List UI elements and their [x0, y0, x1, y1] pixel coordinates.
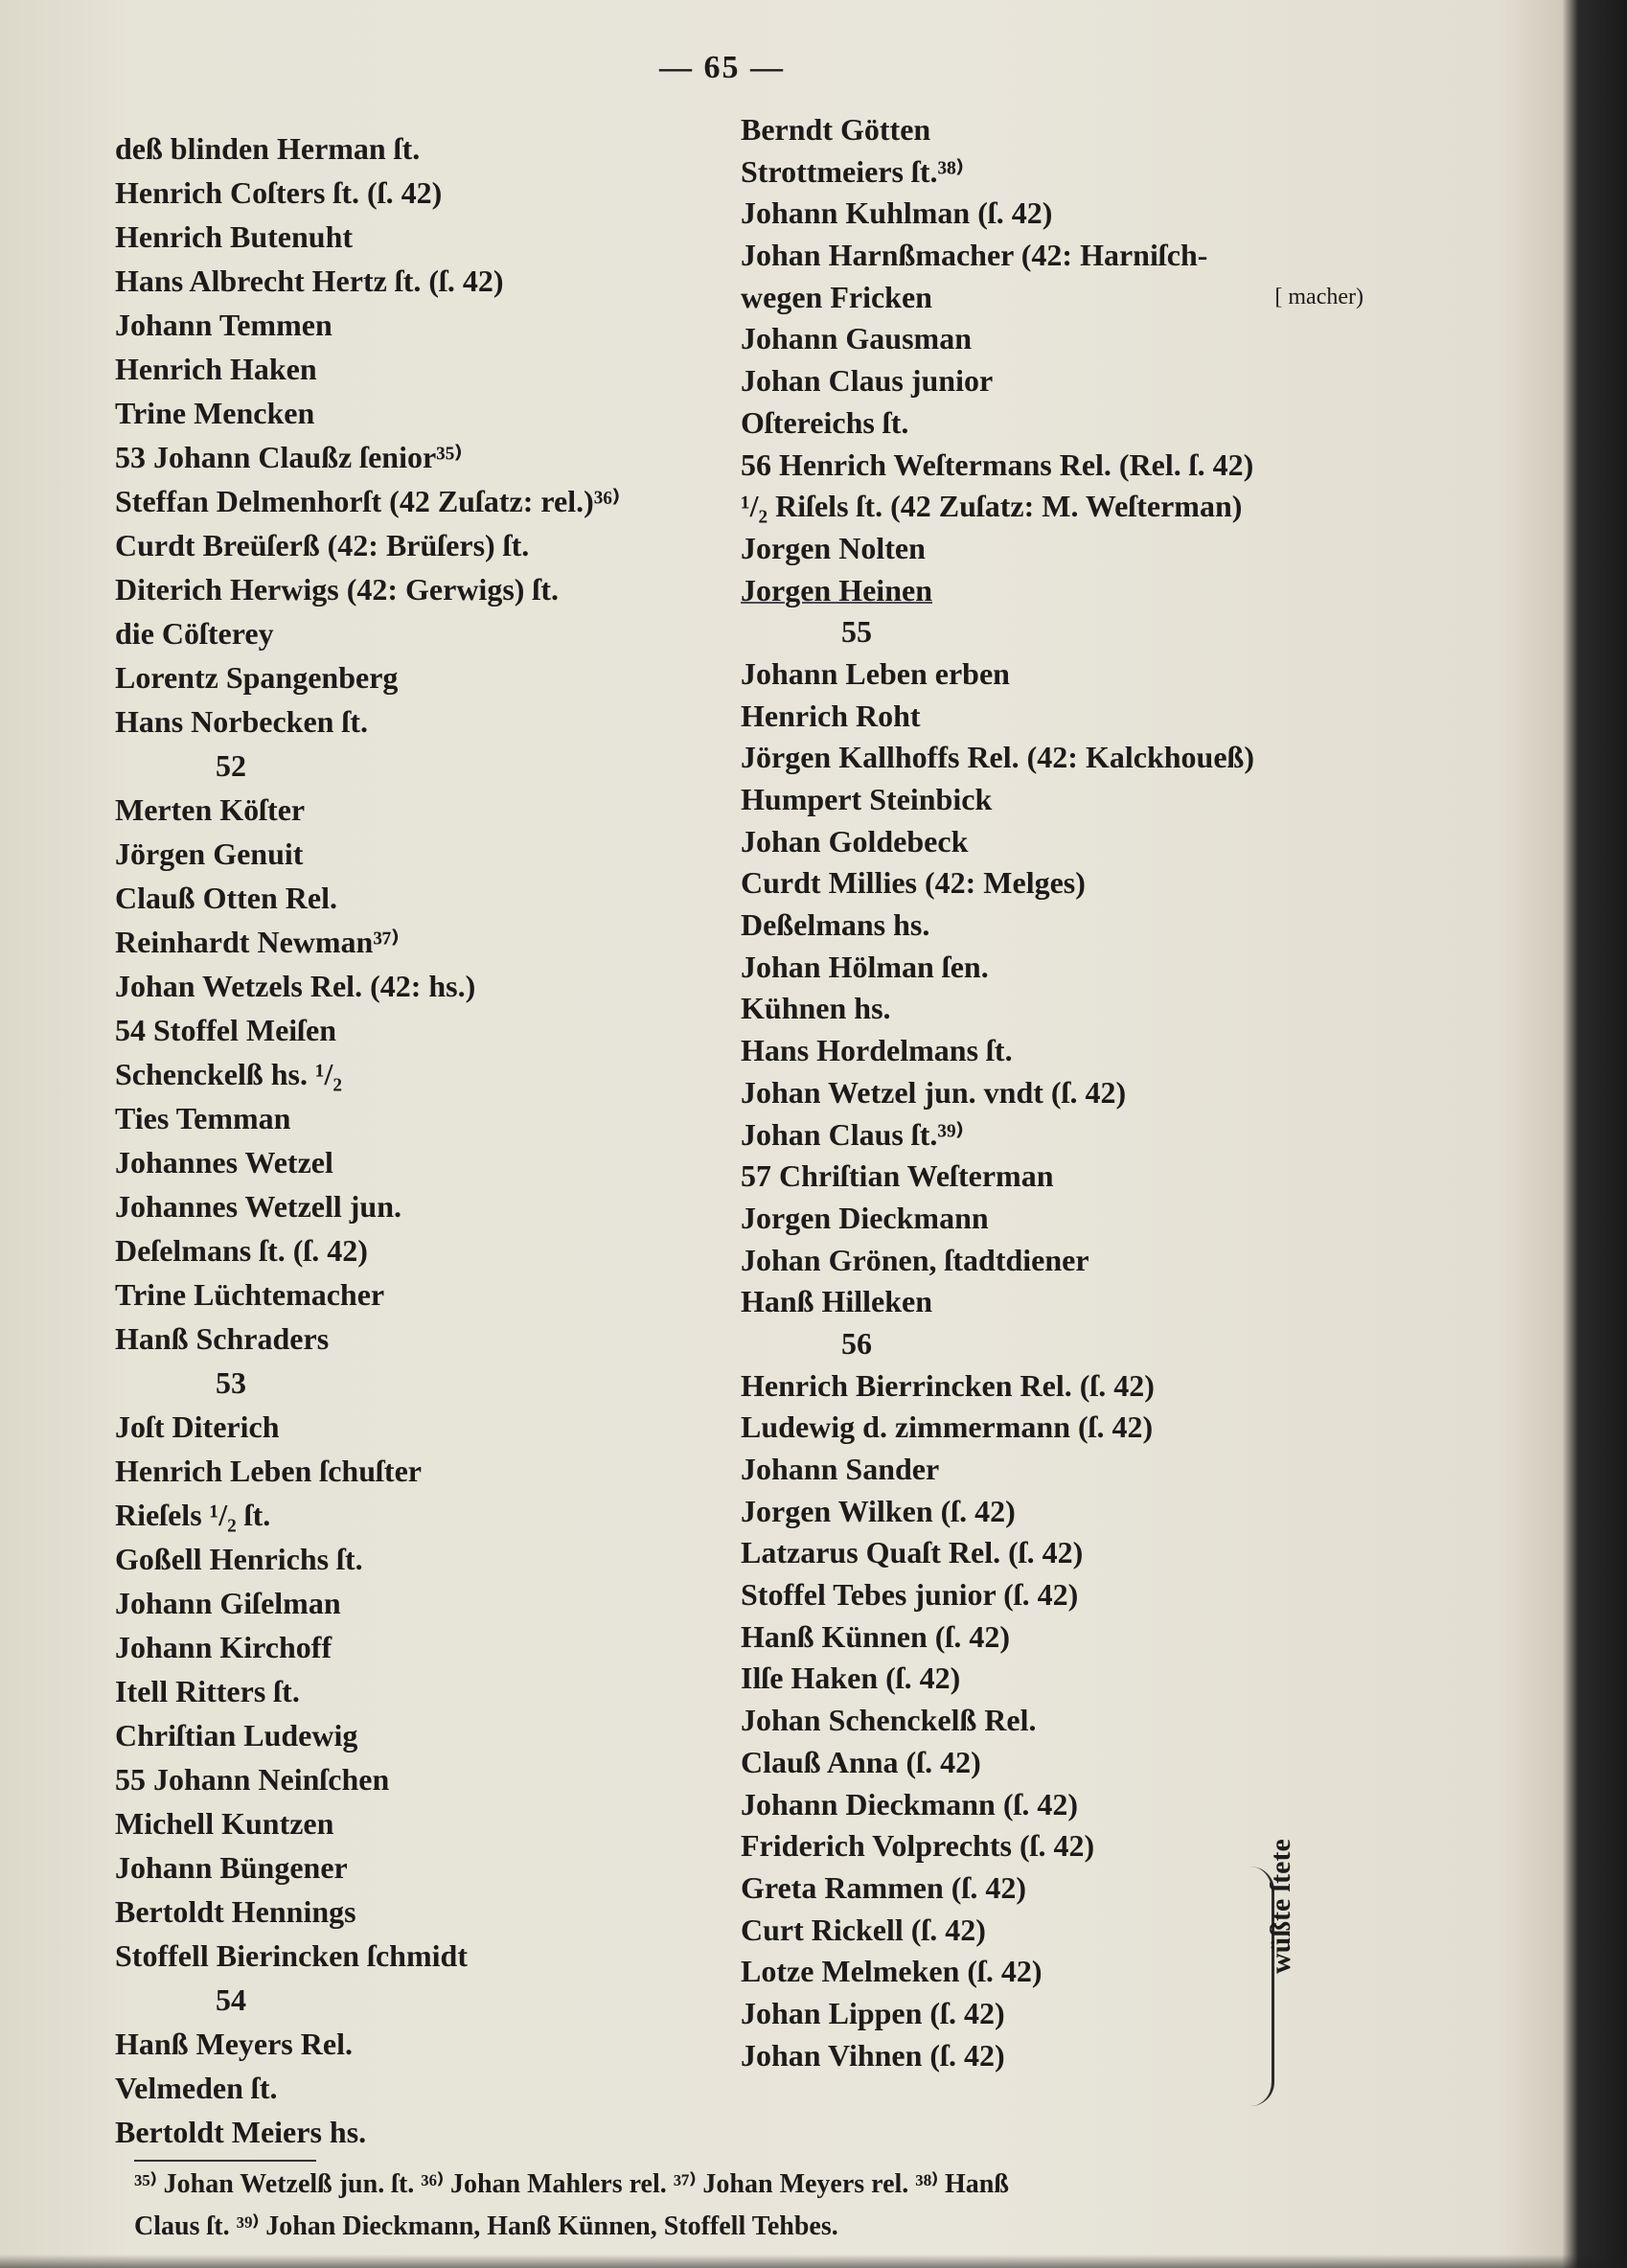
list-entry [741, 905, 1354, 947]
entry-text: Humpert Steinbick [741, 782, 993, 816]
entry-text: Hanß Schraders [115, 1321, 330, 1356]
footnote-line: Claus ſt. ³⁹⁾ Johan Dieckmann, Hanß Künnen, Stoffell Tehbes. [134, 2211, 838, 2241]
list-entry [741, 1072, 1354, 1114]
list-entry [115, 479, 728, 523]
list-entry [115, 964, 728, 1008]
entry-text: Kühnen hs. [741, 991, 891, 1026]
entry-text: Jorgen Heinen [741, 572, 932, 607]
list-entry [115, 1581, 728, 1625]
list-entry [115, 1890, 728, 1934]
list-entry [115, 920, 728, 964]
list-entry [741, 1784, 1354, 1826]
entry-text: Hanß Künnen (ſ. 42) [741, 1618, 1010, 1654]
list-entry [115, 1405, 728, 1449]
entry-text: Lotze Melmeken (ſ. 42) [741, 1954, 1043, 1989]
entry-text: Rieſels ¹/₂ ſt. [115, 1498, 271, 1532]
list-entry [115, 391, 728, 435]
list-entry [115, 699, 728, 744]
entry-text: Jörgen Kallhoffs Rel. (42: Kalckhoueß) [741, 740, 1254, 775]
entry-text: Trine Lüchtemacher [115, 1277, 385, 1312]
entry-text: Jorgen Nolten [741, 530, 926, 565]
entry-text: 56 Henrich Weſtermans Rel. (Rel. ſ. 42) [741, 447, 1254, 482]
entry-text: Johannes Wetzell jun. [115, 1189, 401, 1224]
entry-text: Strottmeiers ſt.³⁸⁾ [741, 153, 964, 189]
entry-text: Bertoldt Meiers hs. [115, 2115, 367, 2149]
list-entry [741, 318, 1354, 360]
list-entry [115, 1713, 728, 1757]
list-entry [115, 1096, 728, 1140]
right-column [741, 109, 1363, 2076]
entry-text: 52 [216, 748, 246, 783]
list-entry [741, 1658, 1354, 1700]
footnote-rule [134, 2160, 316, 2162]
page-number: — 65 — [659, 50, 785, 85]
page-edge-shadow [0, 2255, 1627, 2268]
list-entry [741, 988, 1354, 1030]
entry-text: Greta Rammen (ſ. 42) [741, 1869, 1026, 1905]
entry-text: Johan Lippen (ſ. 42) [741, 1995, 1005, 2030]
list-entry [115, 1184, 728, 1228]
list-entry [741, 1491, 1354, 1533]
entry-text: 57 Chriſtian Weſterman [741, 1158, 1054, 1194]
list-entry [115, 1140, 728, 1184]
entry-text: Joſt Diterich [115, 1409, 280, 1444]
list-entry [115, 1934, 728, 1978]
entry-text: Johann Giſelman [115, 1586, 341, 1620]
list-entry [115, 1845, 728, 1890]
entry-text: Deſelmans ſt. (ſ. 42) [115, 1233, 368, 1268]
entry-text: Itell Ritters ſt. [115, 1674, 300, 1708]
list-entry [741, 1156, 1354, 1198]
section-number [115, 1978, 728, 2022]
entry-text: Hanß Hilleken [741, 1284, 933, 1319]
entry-text: Velmeden ſt. [115, 2071, 278, 2105]
list-entry [741, 737, 1354, 779]
entry-text: Johan Wetzels Rel. (42: hs.) [115, 969, 476, 1003]
list-entry [115, 126, 728, 171]
list-entry [115, 1537, 728, 1581]
entry-text: 55 [841, 614, 872, 650]
left-column [115, 126, 728, 2154]
entry-text: Johan Wetzel jun. vndt (ſ. 42) [741, 1074, 1127, 1110]
list-entry [741, 402, 1354, 445]
entry-text: Goßell Henrichs ſt. [115, 1542, 363, 1576]
entry-text: Johan Claus ſt.³⁹⁾ [741, 1116, 964, 1152]
entry-text: Latzarus Quaſt Rel. (ſ. 42) [741, 1535, 1084, 1570]
list-entry [741, 1281, 1354, 1323]
entry-text: Johann Gausman [741, 321, 972, 356]
entry-text: Reinhardt Newman³⁷⁾ [115, 925, 400, 959]
list-entry [115, 1801, 728, 1845]
list-entry [741, 193, 1354, 235]
entry-text: Johannes Wetzel [115, 1145, 333, 1180]
entry-text: Johan Claus junior [741, 363, 994, 399]
list-entry [741, 1365, 1354, 1408]
section-number [741, 611, 1354, 653]
entry-text: Jorgen Wilken (ſ. 42) [741, 1493, 1016, 1528]
list-entry [115, 788, 728, 832]
list-entry [741, 696, 1354, 738]
list-entry [741, 1114, 1354, 1157]
entry-text: Henrich Leben ſchuſter [115, 1454, 422, 1488]
entry-text: Berndt Götten [741, 112, 931, 147]
entry-text: Jorgen Dieckmann [741, 1200, 989, 1235]
entry-text: Johann Dieckmann (ſ. 42) [741, 1786, 1079, 1821]
entry-text: die Cöſterey [115, 616, 274, 651]
list-entry [115, 259, 728, 303]
list-entry [741, 862, 1354, 905]
list-entry [115, 347, 728, 391]
entry-text: Hans Hordelmans ſt. [741, 1033, 1013, 1068]
entry-text: Henrich Roht [741, 698, 921, 733]
list-entry [741, 570, 1354, 612]
list-entry [741, 1616, 1354, 1659]
list-entry [115, 1493, 728, 1537]
entry-text: Johan Goldebeck [741, 823, 969, 859]
entry-text: Chriſtian Ludewig [115, 1718, 358, 1753]
entry-text: Steffan Delmenhorſt (42 Zuſatz: rel.)³⁶⁾ [115, 484, 620, 518]
entry-text: 53 Johann Claußz ſenior³⁵⁾ [115, 440, 463, 474]
entry-text: 55 Johann Neinſchen [115, 1762, 390, 1797]
list-entry [115, 1449, 728, 1493]
list-entry [115, 2022, 728, 2066]
entry-text: Henrich Butenuht [115, 219, 354, 254]
list-entry [115, 1272, 728, 1317]
entry-text: wegen Fricken [741, 279, 932, 314]
footnote-line: ³⁵⁾ Johan Wetzelß jun. ſt. ³⁶⁾ Johan Mahlers rel. ³⁷⁾ Johan Meyers rel. ³⁸⁾ Hanß [134, 2169, 1009, 2199]
entry-text: Johann Leben erben [741, 655, 1010, 691]
entry-text: Diterich Herwigs (42: Gerwigs) ſt. [115, 572, 559, 607]
list-entry [741, 1742, 1354, 1784]
entry-text: Stoffel Tebes junior (ſ. 42) [741, 1577, 1079, 1613]
entry-text: Johann Sander [741, 1452, 940, 1486]
list-entry [741, 653, 1354, 696]
list-entry [115, 1317, 728, 1361]
list-entry [741, 1532, 1354, 1574]
entry-text: Henrich Haken [115, 352, 317, 386]
list-entry [115, 1228, 728, 1272]
list-entry [115, 1052, 728, 1096]
list-entry [115, 171, 728, 215]
entry-text: Johan Vihnen (ſ. 42) [741, 2037, 1005, 2073]
entry-text: Merten Köſter [115, 792, 306, 827]
list-entry [115, 435, 728, 479]
list-entry [741, 1407, 1354, 1449]
entry-text: Curdt Millies (42: Melges) [741, 865, 1086, 901]
entry-text: Johann Kuhlman (ſ. 42) [741, 195, 1053, 231]
list-entry [115, 1625, 728, 1669]
entry-text: Schenckelß hs. ¹/₂ [115, 1057, 343, 1091]
entry-text: 54 [216, 1982, 246, 2017]
footnotes [134, 2164, 1524, 2248]
list-entry [741, 360, 1354, 402]
entry-text: Johan Harnßmacher (42: Harniſch- [741, 238, 1208, 273]
entry-text: Johan Grönen, ſtadtdiener [741, 1242, 1089, 1277]
entry-text: Ilſe Haken (ſ. 42) [741, 1661, 961, 1696]
entry-text: Ties Temman [115, 1101, 291, 1135]
entry-text: Hans Norbecken ſt. [115, 704, 368, 739]
entry-text: 54 Stoffel Meiſen [115, 1013, 337, 1047]
entry-text: Curdt Breüſerß (42: Brüſers) ſt. [115, 528, 530, 562]
list-entry [741, 1825, 1354, 1867]
entry-text: Ludewig d. zimmermann (ſ. 42) [741, 1409, 1154, 1445]
entry-text: Johan Hölman ſen. [741, 949, 989, 984]
section-number [115, 1361, 728, 1405]
list-entry [115, 832, 728, 876]
entry-text: Clauß Anna (ſ. 42) [741, 1744, 981, 1779]
list-entry [741, 947, 1354, 989]
list-entry [741, 445, 1354, 487]
list-entry [115, 1757, 728, 1801]
entry-text: Michell Kuntzen [115, 1806, 334, 1841]
entry-text: 56 [841, 1325, 872, 1361]
entry-text: Jörgen Genuit [115, 836, 304, 871]
list-entry [741, 821, 1354, 863]
entry-text: Friderich Volprechts (ſ. 42) [741, 1828, 1095, 1864]
list-entry [115, 1008, 728, 1052]
list-entry [741, 1030, 1354, 1072]
entry-text: Hanß Meyers Rel. [115, 2027, 353, 2061]
entry-text: Lorentz Spangenberg [115, 660, 399, 695]
list-entry [741, 151, 1354, 194]
entry-text: Johan Schenckelß Rel. [741, 1703, 1037, 1738]
list-entry [115, 1669, 728, 1713]
entry-text: Johann Temmen [115, 308, 332, 342]
section-number [741, 1323, 1354, 1365]
entry-text: Hans Albrecht Hertz ſt. (ſ. 42) [115, 263, 504, 298]
bracket-note: wüßte ſtete [1265, 1839, 1296, 1974]
entry-text: ¹/₂ Riſels ſt. (42 Zuſatz: M. Weſterman) [741, 489, 1243, 524]
section-number [115, 744, 728, 788]
entry-text: 53 [216, 1365, 246, 1400]
entry-text: Clauß Otten Rel. [115, 881, 337, 915]
list-entry [115, 876, 728, 920]
list-entry [115, 523, 728, 567]
entry-text: Trine Mencken [115, 396, 315, 430]
list-entry [115, 303, 728, 347]
list-entry [741, 779, 1354, 821]
entry-text: Bertoldt Hennings [115, 1894, 356, 1929]
entry-text: Johann Büngener [115, 1850, 348, 1885]
list-entry [115, 2110, 728, 2154]
list-entry [741, 1449, 1354, 1491]
list-entry [115, 655, 728, 699]
entry-text: Oſtereichs ſt. [741, 404, 909, 440]
entry-text: Curt Rickell (ſ. 42) [741, 1912, 986, 1947]
list-entry [741, 1198, 1354, 1240]
entry-text: Deßelmans hs. [741, 907, 930, 943]
entry-text: Henrich Coſters ſt. (ſ. 42) [115, 175, 443, 210]
list-entry [115, 567, 728, 611]
list-entry [741, 528, 1354, 570]
list-entry [115, 215, 728, 259]
entry-continuation: [ macher) [1274, 284, 1363, 309]
list-entry [741, 235, 1354, 277]
list-entry [115, 2066, 728, 2110]
list-entry [741, 1700, 1354, 1742]
entry-text: Johann Kirchoff [115, 1630, 332, 1664]
list-entry [741, 486, 1354, 528]
list-entry [741, 1574, 1354, 1616]
list-entry [741, 277, 1363, 319]
list-entry [115, 611, 728, 655]
entry-text: Henrich Bierrincken Rel. (ſ. 42) [741, 1367, 1155, 1403]
entry-text: deß blinden Herman ſt. [115, 131, 421, 166]
list-entry [741, 109, 1354, 151]
entry-text: Stoffell Bierincken ſchmidt [115, 1938, 468, 1973]
list-entry [741, 1240, 1354, 1282]
